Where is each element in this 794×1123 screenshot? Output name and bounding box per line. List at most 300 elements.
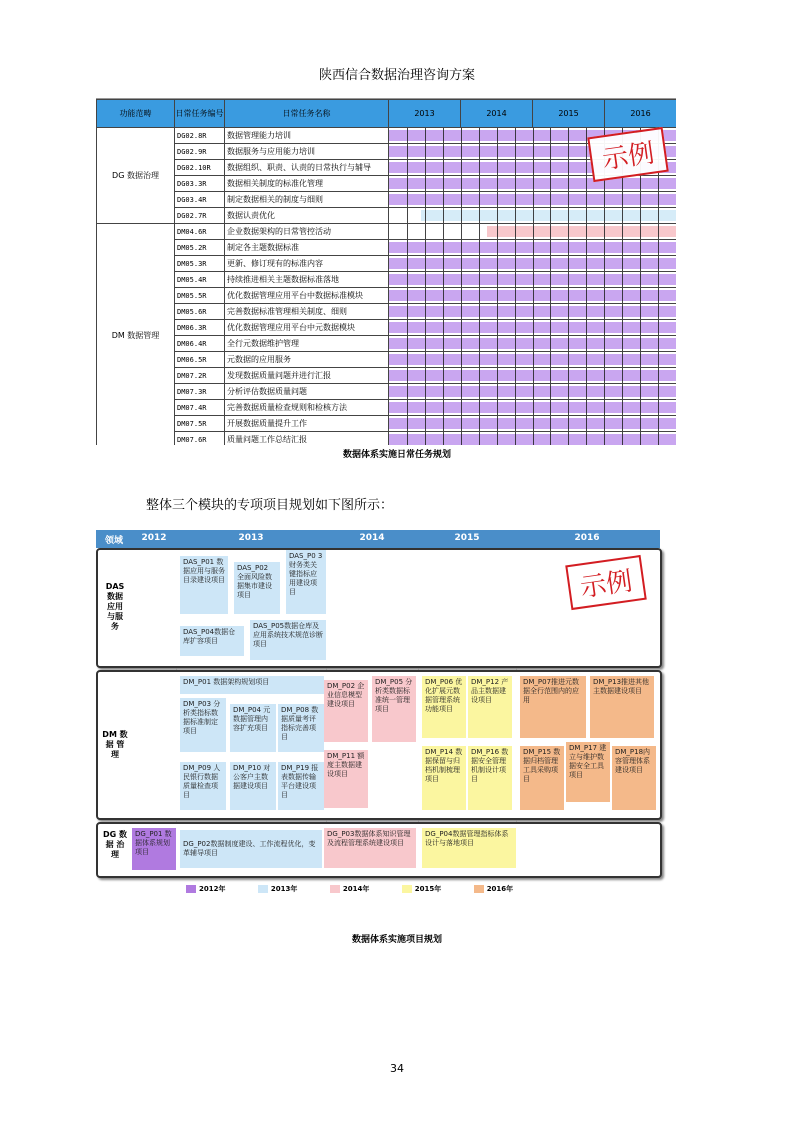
- gantt-grid-tick: [515, 416, 516, 431]
- gantt-grid-tick: [658, 224, 659, 239]
- gantt-grid-tick: [407, 352, 408, 367]
- gantt-grid-tick: [515, 144, 516, 159]
- gantt-grid-tick: [479, 256, 480, 271]
- gantt-grid-tick: [443, 208, 444, 223]
- gantt-grid-tick: [658, 304, 659, 319]
- gantt-grid-tick: [425, 416, 426, 431]
- gantt-row: [97, 432, 677, 446]
- gantt-grid-tick: [407, 320, 408, 335]
- gantt-grid-tick: [622, 304, 623, 319]
- gantt-grid-tick: [425, 176, 426, 191]
- gantt-grid-tick: [425, 208, 426, 223]
- gantt-grid-tick: [497, 128, 498, 143]
- gantt-grid-tick: [425, 304, 426, 319]
- gantt-grid-tick: [568, 224, 569, 239]
- gantt-grid-tick: [622, 224, 623, 239]
- gantt-row: [97, 256, 677, 272]
- gantt-grid-tick: [443, 160, 444, 175]
- gantt-grid-tick: [550, 320, 551, 335]
- gantt-bar-cell: [389, 432, 677, 446]
- gantt-grid-tick: [533, 208, 534, 223]
- gantt-row: [97, 240, 677, 256]
- gantt-grid-tick: [586, 432, 587, 445]
- gantt-grid-tick: [568, 160, 569, 175]
- gantt-name-cell: 数据认责优化: [225, 208, 389, 224]
- gantt-grid-tick: [568, 288, 569, 303]
- gantt-grid-tick: [550, 416, 551, 431]
- gantt-grid-tick: [461, 432, 462, 445]
- col-2014: 2014: [461, 100, 533, 128]
- gantt-grid-tick: [658, 432, 659, 445]
- gantt-grid-tick: [658, 176, 659, 191]
- box-dm-p17: DM_P17 建立与维护数据安全工具项目: [566, 742, 610, 802]
- gantt-grid-tick: [497, 160, 498, 175]
- gantt-grid-tick: [533, 272, 534, 287]
- gantt-grid-tick: [622, 240, 623, 255]
- gantt-grid-tick: [622, 336, 623, 351]
- gantt-grid-tick: [497, 288, 498, 303]
- box-dm-p03: DM_P03 分析类指标数据标准制定项目: [180, 698, 226, 752]
- gantt-grid-tick: [443, 304, 444, 319]
- gantt-row: [97, 208, 677, 224]
- gantt-grid-tick: [604, 400, 605, 415]
- gantt-grid-tick: [515, 336, 516, 351]
- gantt-grid-tick: [425, 384, 426, 399]
- gantt-grid-tick: [622, 192, 623, 207]
- box-dm-p16: DM_P16 数据安全管理机制设计项目: [468, 746, 512, 810]
- gantt-code-cell: DG02.9R: [175, 144, 225, 160]
- gantt-grid-tick: [425, 400, 426, 415]
- gantt-bar-cell: [389, 352, 677, 368]
- box-dm-p02: DM_P02 企业信息模型建设项目: [324, 680, 368, 742]
- gantt-grid-tick: [497, 304, 498, 319]
- box-dg-p03: DG_P03数据体系知识管理及流程管理系统建设项目: [324, 828, 416, 868]
- gantt-grid-tick: [479, 272, 480, 287]
- box-dm-p07: DM_P07推进元数据全行范围内的应用: [520, 676, 586, 738]
- gantt-grid-tick: [479, 416, 480, 431]
- legend-swatch: [474, 885, 484, 893]
- gantt-grid-tick: [515, 384, 516, 399]
- box-das-p03: DAS_P0 3财务类关键指标应用建设项目: [286, 550, 326, 614]
- gantt-grid-tick: [550, 304, 551, 319]
- gantt-grid-tick: [586, 352, 587, 367]
- gantt-grid-tick: [461, 256, 462, 271]
- gantt-grid-tick: [515, 240, 516, 255]
- gantt-grid-tick: [443, 224, 444, 239]
- gantt-name-cell: 元数据的应用服务: [225, 352, 389, 368]
- gantt-grid-tick: [461, 416, 462, 431]
- gantt-grid-tick: [568, 304, 569, 319]
- gantt-grid-tick: [479, 176, 480, 191]
- gantt-grid-tick: [425, 432, 426, 445]
- gantt-bar-cell: [389, 192, 677, 208]
- gantt-grid-tick: [658, 208, 659, 223]
- gantt-grid-tick: [443, 416, 444, 431]
- gantt-code-cell: DM07.2R: [175, 368, 225, 384]
- page-header: 陕西信合数据治理咨询方案: [318, 68, 475, 83]
- gantt-grid-tick: [658, 272, 659, 287]
- gantt-grid-tick: [568, 384, 569, 399]
- gantt-grid-tick: [568, 128, 569, 143]
- box-dm-p15: DM_P15 数据归档管理工具采购项目: [520, 746, 564, 810]
- gantt-row: [97, 352, 677, 368]
- gantt-code-cell: DM04.6R: [175, 224, 225, 240]
- legend-item: 2014年: [330, 884, 369, 894]
- gantt-grid-tick: [497, 384, 498, 399]
- gantt-grid-tick: [658, 288, 659, 303]
- gantt-grid-tick: [443, 336, 444, 351]
- gantt-grid-tick: [568, 208, 569, 223]
- title-2015: 2015: [454, 533, 480, 543]
- gantt-grid-tick: [586, 416, 587, 431]
- gantt-row: [97, 336, 677, 352]
- gantt-grid-tick: [533, 416, 534, 431]
- gantt-bar-cell: [389, 384, 677, 400]
- gantt-row: [97, 192, 677, 208]
- gantt-grid-tick: [443, 288, 444, 303]
- gantt-grid-tick: [658, 384, 659, 399]
- gantt-grid-tick: [407, 288, 408, 303]
- project-caption: 数据体系实施项目规划: [351, 935, 442, 945]
- gantt-grid-tick: [443, 400, 444, 415]
- gantt-grid-tick: [568, 192, 569, 207]
- gantt-grid-tick: [586, 208, 587, 223]
- col-2015: 2015: [533, 100, 605, 128]
- gantt-row: [97, 272, 677, 288]
- gantt-grid-tick: [604, 416, 605, 431]
- gantt-grid-tick: [407, 192, 408, 207]
- gantt-row: [97, 304, 677, 320]
- gantt-code-cell: DG02.10R: [175, 160, 225, 176]
- gantt-grid-tick: [658, 192, 659, 207]
- gantt-area-cell: DM 数据管理: [97, 224, 175, 446]
- gantt-grid-tick: [658, 416, 659, 431]
- gantt-bar-cell: [389, 272, 677, 288]
- gantt-grid-tick: [640, 320, 641, 335]
- gantt-grid-tick: [407, 144, 408, 159]
- box-dm-p06: DM_P06 优化扩展元数据管理系统功能项目: [422, 676, 466, 738]
- gantt-grid-tick: [568, 320, 569, 335]
- gantt-grid-tick: [568, 416, 569, 431]
- gantt-grid-tick: [425, 192, 426, 207]
- gantt-grid-tick: [443, 144, 444, 159]
- gantt-grid-tick: [479, 160, 480, 175]
- dm-label: DM 数据 管理: [102, 730, 128, 759]
- gantt-grid-tick: [533, 256, 534, 271]
- gantt-grid-tick: [515, 288, 516, 303]
- gantt-grid-tick: [604, 240, 605, 255]
- gantt-grid-tick: [586, 144, 587, 159]
- gantt-grid-tick: [425, 352, 426, 367]
- gantt-grid-tick: [515, 368, 516, 383]
- dm-row: [96, 670, 662, 820]
- gantt-grid-tick: [461, 144, 462, 159]
- gantt-grid-tick: [461, 192, 462, 207]
- sample-stamp-1: 示例: [587, 127, 669, 182]
- box-dg-p01: DG_P01 数据体系规划项目: [132, 828, 176, 870]
- gantt-code-cell: DM06.4R: [175, 336, 225, 352]
- gantt-grid-tick: [640, 256, 641, 271]
- col-2013: 2013: [389, 100, 461, 128]
- gantt-grid-tick: [568, 336, 569, 351]
- gantt-grid-tick: [497, 176, 498, 191]
- gantt-grid-tick: [533, 192, 534, 207]
- gantt-grid-tick: [658, 400, 659, 415]
- gantt-grid-tick: [515, 160, 516, 175]
- gantt-grid-tick: [533, 240, 534, 255]
- title-2012: 2012: [141, 533, 167, 543]
- gantt-bar-cell: [389, 336, 677, 352]
- col-code: 日常任务编号: [175, 100, 225, 128]
- gantt-grid-tick: [604, 384, 605, 399]
- gantt-grid-tick: [407, 208, 408, 223]
- gantt-grid-tick: [586, 176, 587, 191]
- gantt-grid-tick: [533, 320, 534, 335]
- gantt-name-cell: 数据相关制度的标准化管理: [225, 176, 389, 192]
- title-2014: 2014: [359, 533, 385, 543]
- gantt-grid-tick: [515, 224, 516, 239]
- gantt-grid-tick: [479, 224, 480, 239]
- gantt-name-cell: 数据管理能力培训: [225, 128, 389, 144]
- gantt-grid-tick: [497, 144, 498, 159]
- gantt-grid-tick: [550, 240, 551, 255]
- gantt-grid-tick: [586, 240, 587, 255]
- gantt-grid-tick: [425, 368, 426, 383]
- gantt-area-cell: DG 数据治理: [97, 128, 175, 224]
- gantt-grid-tick: [425, 288, 426, 303]
- gantt-grid-tick: [533, 368, 534, 383]
- gantt-grid-tick: [550, 352, 551, 367]
- intro-paragraph: 整体三个模块的专项项目规划如下图所示：: [146, 498, 394, 513]
- gantt-grid-tick: [479, 320, 480, 335]
- gantt-grid-tick: [586, 192, 587, 207]
- gantt-code-cell: DM05.6R: [175, 304, 225, 320]
- col-area: 功能范畴: [97, 100, 175, 128]
- gantt-grid-tick: [407, 160, 408, 175]
- gantt-grid-tick: [604, 320, 605, 335]
- gantt-grid-tick: [586, 288, 587, 303]
- gantt-grid-tick: [443, 256, 444, 271]
- gantt-grid-tick: [479, 304, 480, 319]
- gantt-grid-tick: [550, 368, 551, 383]
- col-name: 日常任务名称: [225, 100, 389, 128]
- gantt-code-cell: DM06.3R: [175, 320, 225, 336]
- gantt-grid-tick: [658, 240, 659, 255]
- gantt-grid-tick: [479, 400, 480, 415]
- gantt-row: [97, 160, 677, 176]
- gantt-grid-tick: [640, 352, 641, 367]
- gantt-grid-tick: [497, 192, 498, 207]
- gantt-grid-tick: [622, 256, 623, 271]
- gantt-grid-tick: [479, 144, 480, 159]
- gantt-grid-tick: [461, 272, 462, 287]
- gantt-grid-tick: [461, 384, 462, 399]
- gantt-row: [97, 368, 677, 384]
- gantt-grid-tick: [640, 288, 641, 303]
- gantt-grid-tick: [497, 416, 498, 431]
- gantt-grid-tick: [515, 192, 516, 207]
- gantt-grid-tick: [461, 336, 462, 351]
- gantt-grid-tick: [515, 272, 516, 287]
- gantt-grid-tick: [407, 368, 408, 383]
- box-dm-p19: DM_P19 报表数据传输平台建设项目: [278, 762, 324, 810]
- gantt-grid-tick: [533, 432, 534, 445]
- gantt-grid-tick: [407, 272, 408, 287]
- gantt-grid-tick: [479, 240, 480, 255]
- gantt-grid-tick: [586, 272, 587, 287]
- box-dm-p12: DM_P12 产品主数据建设项目: [468, 676, 512, 738]
- gantt-name-cell: 持续推进相关主题数据标准落地: [225, 272, 389, 288]
- gantt-grid-tick: [622, 400, 623, 415]
- gantt-bar-cell: [389, 176, 677, 192]
- gantt-grid-tick: [461, 128, 462, 143]
- gantt-grid-tick: [568, 240, 569, 255]
- gantt-grid-tick: [461, 176, 462, 191]
- gantt-grid-tick: [622, 176, 623, 191]
- gantt-grid-tick: [497, 272, 498, 287]
- gantt-bar-cell: [389, 224, 677, 240]
- box-dm-p11: DM_P11 额度主数据建设项目: [324, 750, 368, 808]
- gantt-name-cell: 全行元数据维护管理: [225, 336, 389, 352]
- box-dm-p18: DM_P18内容管理体系建设项目: [612, 746, 656, 810]
- gantt-bar-cell: [389, 240, 677, 256]
- gantt-grid-tick: [407, 416, 408, 431]
- gantt-bar-cell: [389, 320, 677, 336]
- gantt-grid-tick: [658, 368, 659, 383]
- gantt-grid-tick: [407, 336, 408, 351]
- gantt-grid-tick: [550, 400, 551, 415]
- gantt-name-cell: 优化数据管理应用平台中数据标准模块: [225, 288, 389, 304]
- gantt-grid-tick: [461, 368, 462, 383]
- gantt-grid-tick: [425, 336, 426, 351]
- legend-item: 2013年: [258, 884, 297, 894]
- gantt-name-cell: 完善数据质量检查规则和检核方法: [225, 400, 389, 416]
- gantt-grid-tick: [658, 352, 659, 367]
- gantt-row: [97, 384, 677, 400]
- gantt-grid-tick: [407, 400, 408, 415]
- gantt-row: [97, 176, 677, 192]
- gantt-grid-tick: [640, 208, 641, 223]
- gantt-grid-tick: [479, 288, 480, 303]
- project-title-bar: [96, 530, 660, 548]
- gantt-grid-tick: [425, 320, 426, 335]
- gantt-grid-tick: [586, 256, 587, 271]
- legend-item: 2016年: [474, 884, 513, 894]
- gantt-grid-tick: [443, 176, 444, 191]
- gantt-code-cell: DM05.2R: [175, 240, 225, 256]
- dg-row: [96, 822, 662, 878]
- box-dg-p04: DG_P04数据管理指标体系设计与落地项目: [422, 828, 516, 868]
- gantt-grid-tick: [640, 400, 641, 415]
- box-das-p04: DAS_P04数据仓库扩容项目: [180, 626, 244, 656]
- box-dm-p04: DM_P04 元数据管理内容扩充项目: [230, 704, 276, 752]
- gantt-grid-tick: [443, 384, 444, 399]
- gantt-grid-tick: [640, 336, 641, 351]
- gantt-grid-tick: [425, 272, 426, 287]
- box-dm-p09: DM_P09 人民银行数据质量检查项目: [180, 762, 226, 810]
- gantt-grid-tick: [407, 240, 408, 255]
- gantt-name-cell: 完善数据标准管理相关制度、细则: [225, 304, 389, 320]
- gantt-row: [97, 288, 677, 304]
- gantt-grid-tick: [515, 208, 516, 223]
- gantt-code-cell: DM07.4R: [175, 400, 225, 416]
- gantt-code-cell: DG02.8R: [175, 128, 225, 144]
- gantt-grid-tick: [425, 128, 426, 143]
- gantt-grid-tick: [550, 192, 551, 207]
- gantt-code-cell: DG03.3R: [175, 176, 225, 192]
- gantt-grid-tick: [568, 400, 569, 415]
- gantt-grid-tick: [443, 320, 444, 335]
- gantt-grid-tick: [461, 352, 462, 367]
- gantt-grid-tick: [640, 224, 641, 239]
- legend-item: 2015年: [402, 884, 441, 894]
- gantt-grid-tick: [407, 384, 408, 399]
- gantt-grid-tick: [550, 384, 551, 399]
- gantt-grid-tick: [497, 336, 498, 351]
- gantt-grid-tick: [550, 128, 551, 143]
- gantt-bar-cell: [389, 208, 677, 224]
- gantt-bar-cell: [389, 400, 677, 416]
- gantt-name-cell: 优化数据管理应用平台中元数据模块: [225, 320, 389, 336]
- gantt-grid-tick: [586, 320, 587, 335]
- gantt-grid-tick: [515, 256, 516, 271]
- gantt-grid-tick: [604, 368, 605, 383]
- legend-swatch: [186, 885, 196, 893]
- gantt-grid-tick: [515, 176, 516, 191]
- gantt-grid-tick: [586, 224, 587, 239]
- gantt-grid-tick: [533, 128, 534, 143]
- gantt-grid-tick: [640, 304, 641, 319]
- gantt-name-cell: 制定各主题数据标准: [225, 240, 389, 256]
- gantt-grid-tick: [533, 144, 534, 159]
- box-dm-p01: DM_P01 数据架构规划项目: [180, 676, 324, 694]
- legend-item: 2012年: [186, 884, 225, 894]
- gantt-grid-tick: [604, 272, 605, 287]
- gantt-grid-tick: [622, 288, 623, 303]
- gantt-grid-tick: [568, 352, 569, 367]
- gantt-grid-tick: [658, 256, 659, 271]
- sample-stamp-2: 示例: [565, 555, 647, 610]
- gantt-grid-tick: [497, 352, 498, 367]
- gantt-code-cell: DM06.5R: [175, 352, 225, 368]
- gantt-grid-tick: [550, 208, 551, 223]
- gantt-grid-tick: [515, 432, 516, 445]
- title-2013: 2013: [238, 533, 264, 543]
- gantt-grid-tick: [568, 272, 569, 287]
- gantt-grid-tick: [550, 256, 551, 271]
- gantt-grid-tick: [658, 336, 659, 351]
- gantt-grid-tick: [425, 224, 426, 239]
- gantt-grid-tick: [604, 336, 605, 351]
- gantt-grid-tick: [407, 176, 408, 191]
- gantt-grid-tick: [425, 144, 426, 159]
- gantt-grid-tick: [622, 384, 623, 399]
- title-2016: 2016: [574, 533, 600, 543]
- gantt-grid-tick: [604, 224, 605, 239]
- gantt-grid-tick: [461, 304, 462, 319]
- gantt-grid-tick: [407, 224, 408, 239]
- gantt-code-cell: DM05.5R: [175, 288, 225, 304]
- gantt-name-cell: 企业数据架构的日常管控活动: [225, 224, 389, 240]
- gantt-grid-tick: [622, 272, 623, 287]
- gantt-grid-tick: [479, 432, 480, 445]
- gantt-grid-tick: [479, 352, 480, 367]
- gantt-grid-tick: [461, 224, 462, 239]
- gantt-grid-tick: [586, 368, 587, 383]
- box-dg-p02: DG_P02数据制度建设、工作流程优化，变革辅导项目: [180, 830, 322, 868]
- legend-swatch: [258, 885, 268, 893]
- gantt-grid-tick: [568, 144, 569, 159]
